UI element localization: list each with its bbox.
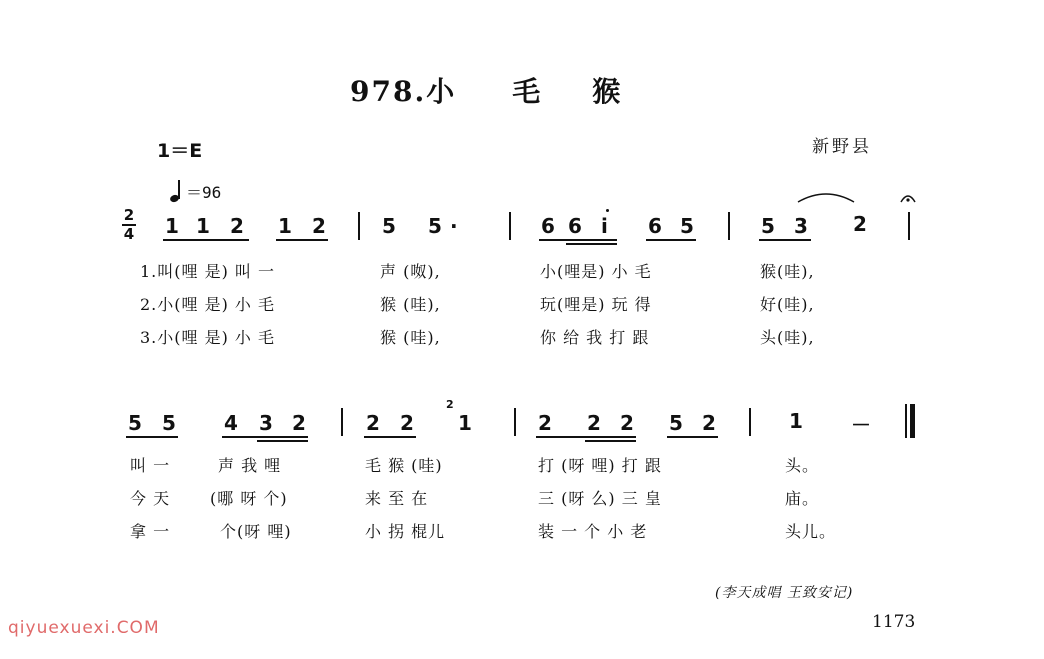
beam [759, 239, 811, 241]
credit-line: (李天成唱 王致安记) [715, 585, 854, 601]
note: 6 [541, 214, 555, 238]
time-signature [122, 208, 136, 242]
note: 6 [648, 214, 662, 238]
lyric-verse-3: 头(哇), [760, 328, 815, 347]
title-number: 978. [350, 75, 427, 108]
note: 2 [620, 411, 634, 435]
beam [536, 436, 636, 438]
note: 3 [794, 214, 808, 238]
note-high: i [601, 214, 608, 238]
beam [539, 239, 617, 241]
note: 2 [587, 411, 601, 435]
tempo-value: ＝96 [186, 183, 222, 202]
note: 5 [680, 214, 694, 238]
title-char-1: 小 [426, 75, 457, 108]
region-label: 新野县 [812, 137, 872, 157]
beam [585, 440, 636, 442]
barline [509, 212, 511, 240]
grace-note: 2 [446, 398, 454, 411]
lyric-verse-3: 装 一 个 小 老 [538, 522, 648, 541]
fermata-icon [898, 190, 918, 206]
barline [749, 408, 751, 436]
note: 5 [669, 411, 683, 435]
beam [126, 436, 178, 438]
time-signature-bottom: 4 [123, 225, 135, 243]
note: 2 [853, 212, 867, 236]
note: 3 [259, 411, 273, 435]
page-number: 1173 [872, 612, 916, 632]
final-barline-thin [905, 404, 907, 438]
slur-icon [796, 186, 856, 206]
title-char-2: 毛 [512, 75, 543, 108]
lyric-verse-1: 声 我 哩 [218, 456, 282, 475]
lyric-verse-1: 叫 一 [130, 456, 171, 475]
barline [908, 212, 910, 240]
note: 1 [165, 214, 179, 238]
lyric-verse-2: 好(哇), [760, 295, 815, 314]
lyric-verse-1: 小(哩是) 小 毛 [540, 262, 652, 281]
lyric-verse-1: 打 (呀 哩) 打 跟 [538, 456, 662, 475]
note: 2 [538, 411, 552, 435]
beam [667, 436, 718, 438]
note: 5 [128, 411, 142, 435]
barline [728, 212, 730, 240]
title-char-3: 猴 [592, 75, 623, 108]
beam [276, 239, 328, 241]
note: 1 [278, 214, 292, 238]
barline [514, 408, 516, 436]
lyric-verse-3: 拿 一 [130, 522, 171, 541]
lyric-verse-1: 声 (呶), [380, 262, 441, 281]
watermark[interactable]: qiyuexuexi.COM [8, 618, 160, 638]
beam [257, 440, 308, 442]
beam [222, 436, 308, 438]
dot-note: · [450, 214, 458, 238]
note: 5 [761, 214, 775, 238]
key-signature: 1＝E [157, 140, 203, 162]
lyric-verse-2: 三 (呀 么) 三 皇 [538, 489, 662, 508]
lyric-verse-3: 3.小(哩 是) 小 毛 [140, 328, 276, 347]
final-barline-thick [910, 404, 915, 438]
beam [646, 239, 696, 241]
lyric-verse-1: 猴(哇), [760, 262, 815, 281]
note: 2 [702, 411, 716, 435]
note: 5 [382, 214, 396, 238]
lyric-verse-3: 猴 (哇), [380, 328, 441, 347]
lyric-verse-2: 玩(哩是) 玩 得 [540, 295, 652, 314]
note: 2 [366, 411, 380, 435]
lyric-verse-2: (哪 呀 个) [210, 489, 288, 508]
lyric-verse-2: 今 天 [130, 489, 171, 508]
note: 1 [789, 409, 803, 433]
beam [566, 243, 617, 245]
note: 2 [312, 214, 326, 238]
note: 4 [224, 411, 238, 435]
note: 1 [196, 214, 210, 238]
note: 5 [428, 214, 442, 238]
tempo-marking [170, 180, 221, 203]
lyric-verse-2: 2.小(哩 是) 小 毛 [140, 295, 276, 314]
lyric-verse-1: 头。 [785, 456, 820, 475]
beam [364, 436, 416, 438]
note: 6 [568, 214, 582, 238]
lyric-verse-3: 个(呀 哩) [220, 522, 292, 541]
lyric-verse-1: 毛 猴 (哇) [365, 456, 443, 475]
page-title [350, 70, 622, 110]
lyric-verse-3: 头儿。 [785, 522, 837, 541]
time-signature-top: 2 [123, 206, 135, 224]
lyric-verse-2: 庙。 [785, 489, 820, 508]
dash-note: － [851, 413, 871, 437]
barline [358, 212, 360, 240]
high-octave-dot [606, 209, 609, 212]
beam [163, 239, 249, 241]
lyric-verse-3: 小 拐 棍儿 [365, 522, 446, 541]
lyric-verse-2: 猴 (哇), [380, 295, 441, 314]
lyric-verse-1: 1.叫(哩 是) 叫 一 [140, 262, 276, 281]
note: 2 [230, 214, 244, 238]
note: 1 [458, 411, 472, 435]
note: 2 [292, 411, 306, 435]
note: 2 [400, 411, 414, 435]
lyric-verse-3: 你 给 我 打 跟 [540, 328, 650, 347]
lyric-verse-2: 来 至 在 [365, 489, 429, 508]
quarter-note-icon [170, 180, 180, 202]
barline [341, 408, 343, 436]
note: 5 [162, 411, 176, 435]
